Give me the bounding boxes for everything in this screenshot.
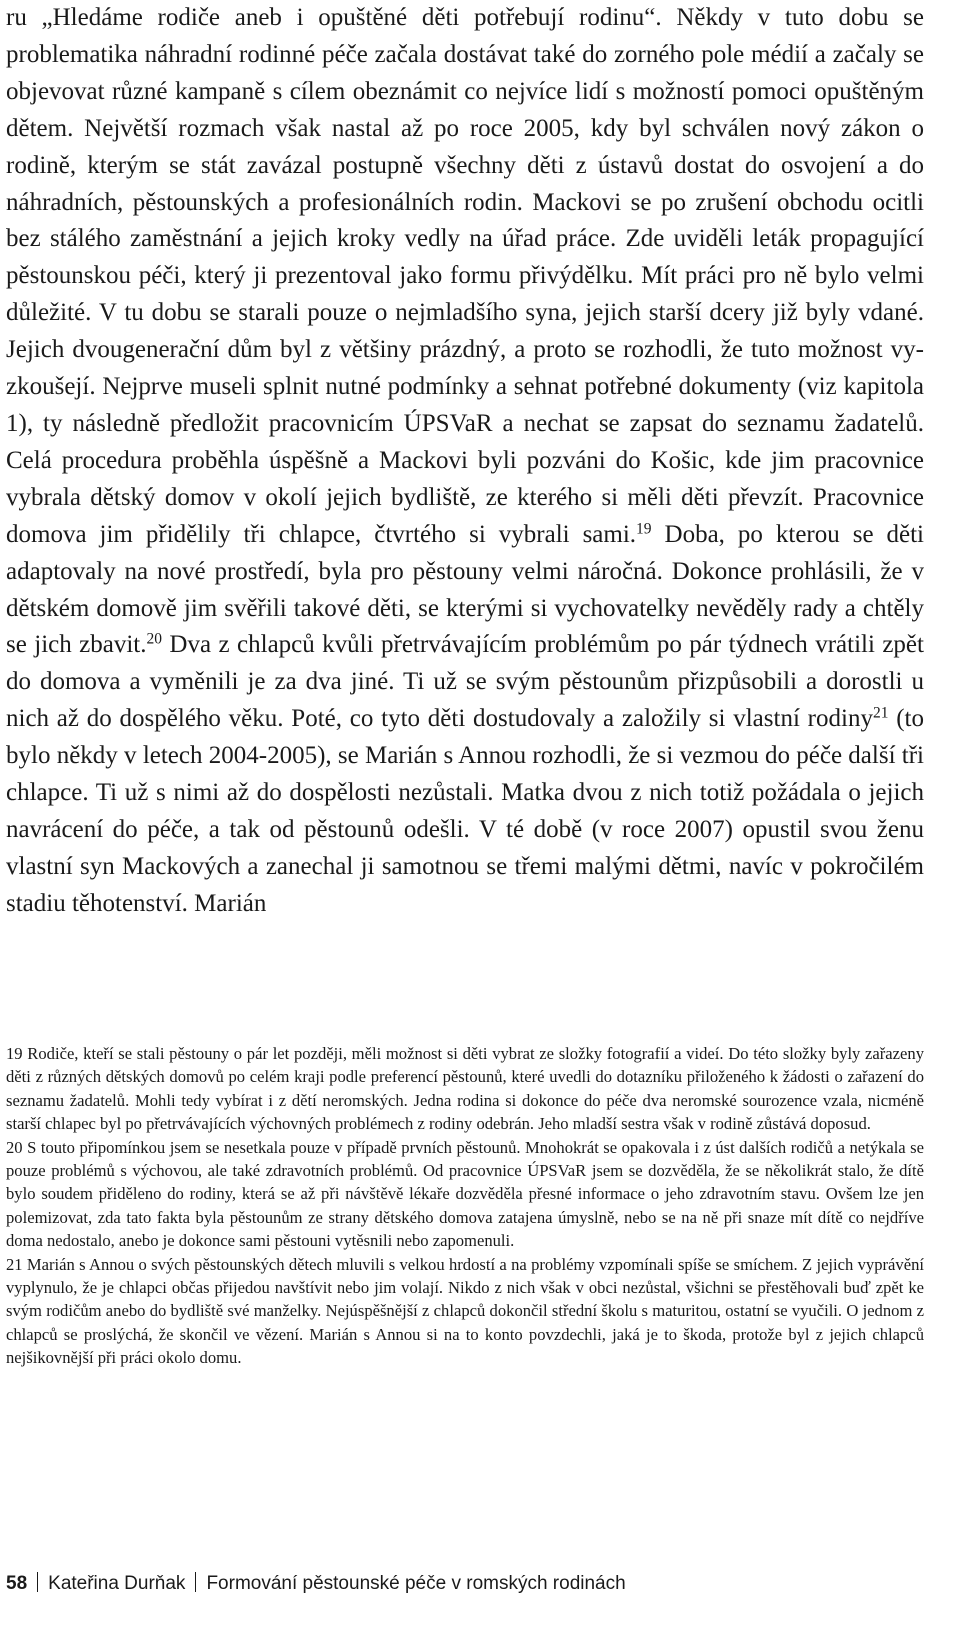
footnote-19: 19 Rodiče, kteří se stali pěstouny o pár let později, měli možnost si děti vybrat ze složky fotografií a videí. Do této složky byly zařazeny děti z různých dětských domovů po celém kraji podle preferencí pěstounů, které uvedli do dotazníku přiloženého k žádosti o zařazení do seznamu žadatelů. Mohli tedy vybírat i z dětí neromských. Jedna rodina si dokonce do péče dva neromské sourozence vzala, nicméně starší chlapec byl po přetrvávajících výchovných problémech z rodiny odebrán. Jeho mladší sestra však v rodině zůstává doposud. bbox=[6, 1044, 924, 1134]
footer-separator bbox=[37, 1572, 38, 1592]
page-number: 58 bbox=[6, 1573, 28, 1594]
footnote-20: 20 S touto připomínkou jsem se nesetkala pouze v případě prvních pěstounů. Mnohokrát se opakovala i z úst dalších rodičů a netýkala se pouze problémů s výchovou, ale také zdravotních problémů. Od pracovnice ÚPSVaR jsem se dozvěděla, že se několikrát stalo, že dítě bylo soudem přiděleno do rodiny, která se až při návštěvě lékaře dozvěděla přesné informace o jeho zdravotním stavu. Ovšem lze jen polemizovat, zda tato fakta byla pěstounům ze strany dětského domova zatajena úmyslně, nebo se na ně při snaze mít dítě co nejdříve doma nedostalo, anebo je dokonce sami pěstouni vytěsnili nebo zapomenuli. bbox=[6, 1137, 924, 1251]
footnotes-section bbox=[6, 1042, 924, 1370]
footnote-21: 21 Marián s Annou o svých pěstounských dětech mluvili s velkou hrdostí a na problémy vzpomínali spíše se smíchem. Z jejich vyprávění vyplynulo, že je chlapci občas přijedou navštívit nebo jim volají. Nikdo z nich však v obci nezůstal, všichni se přestěhovali buď zpět ke svým rodičům anebo do bydliště své manželky. Nejúspěšnější z chlapců dokončil střední školu s maturitou, ostatní se vyučili. O jednom z chlapců se proslýchá, že skončil ve vězení. Marián s Annou si na to konto povzdechli, jaká je to škoda, protože byl z jejich chlapců nejšikovnější při práci okolo domu. bbox=[6, 1254, 924, 1368]
paragraph-text-4: (to bylo někdy v letech 2004-2005), se Marián s Annou rozhodli, že si vezmou do péče další tři chlapce. Ti už s nimi až do dospělosti nezůstali. Matka dvou z nich totiž požádala o jejich navrácení do péče, a tak od pěstounů odešli. V té době (v roce 2007) opustil svou ženu vlastní syn Mackových a zanechal ji samotnou se třemi malými dětmi, navíc v pokročilém stadiu těhotenství. Marián bbox=[6, 705, 924, 917]
footnote-ref-19[interactable]: 19 bbox=[636, 520, 652, 538]
paragraph-text-3: Dva z chlapců kvůli přetrvávajícím problémům po pár týdnech vrátili zpět do domova a vyměnili je za dva jiné. Ti už se svým pěstounům přizpůsobili a dorostli u nich až do dospělého věku. Poté, co tyto děti dostudovaly a založily si vlastní rodiny bbox=[6, 631, 924, 733]
footer-book-title: Formování pěstounské péče v romských rodinách bbox=[206, 1573, 626, 1594]
paragraph-text-1: ru „Hledáme rodiče aneb i opuštěné děti potřebují rodinu“. Někdy v tuto dobu se problematika náhradní rodinné péče začala dostávat také do zorného pole médií a začaly se objevovat různé kampaně s cílem obeznámit co nejvíce lidí s možností pomoci opuštěným dětem. Největší rozmach však nastal až po roce 2005, kdy byl schválen nový zákon o rodině, kterým se stát zavázal postupně všechny děti z ústavů dostat do osvojení a do náhradních, pěstounských a profesionálních rodin. Mackovi se po zrušení obchodu ocitli bez stálého zaměstnání a jejich kroky vedly na úřad práce. Zde uviděli leták propagující pěstounskou péči, který ji prezentoval jako formu přivýdělku. Mít práci pro ně bylo velmi důležité. V tu dobu se starali pouze o nejmladšího syna, jejich starší dcery již byly vdané. Jejich dvougenerační dům byl z většiny prázdný, a proto se rozhodli, že tuto možnost vyzkoušejí. Nejprve museli splnit nutné podmínky a sehnat potřebné dokumenty (viz kapitola 1), ty následně předložit pracovnicím ÚPSVaR a nechat se zapsat do seznamu žadatelů. Celá procedura proběhla úspěšně a Mackovi byli pozváni do Košic, kde jim pracovnice vybrala dětský domov v okolí jejich bydliště, ze kterého si měli děti převzít. Pracovnice domova jim přidělily tři chlapce, čtvrtého si vybrali sami. bbox=[6, 4, 924, 548]
page-footer bbox=[6, 1572, 626, 1596]
paragraph-text-2: Doba, po kterou se děti adaptovaly na nové prostředí, byla pro pěstouny velmi náročná. Dokonce prohlásili, že v dětském domově jim svěřili takové děti, se kterými si vychovatelky nevěděly rady a chtěly se jich zbavit. bbox=[6, 520, 924, 659]
footer-separator bbox=[195, 1572, 196, 1592]
main-paragraph bbox=[6, 0, 924, 923]
footer-author: Kateřina Durňak bbox=[48, 1573, 186, 1594]
footnote-ref-20[interactable]: 20 bbox=[146, 630, 162, 648]
footnote-ref-21[interactable]: 21 bbox=[872, 704, 889, 722]
